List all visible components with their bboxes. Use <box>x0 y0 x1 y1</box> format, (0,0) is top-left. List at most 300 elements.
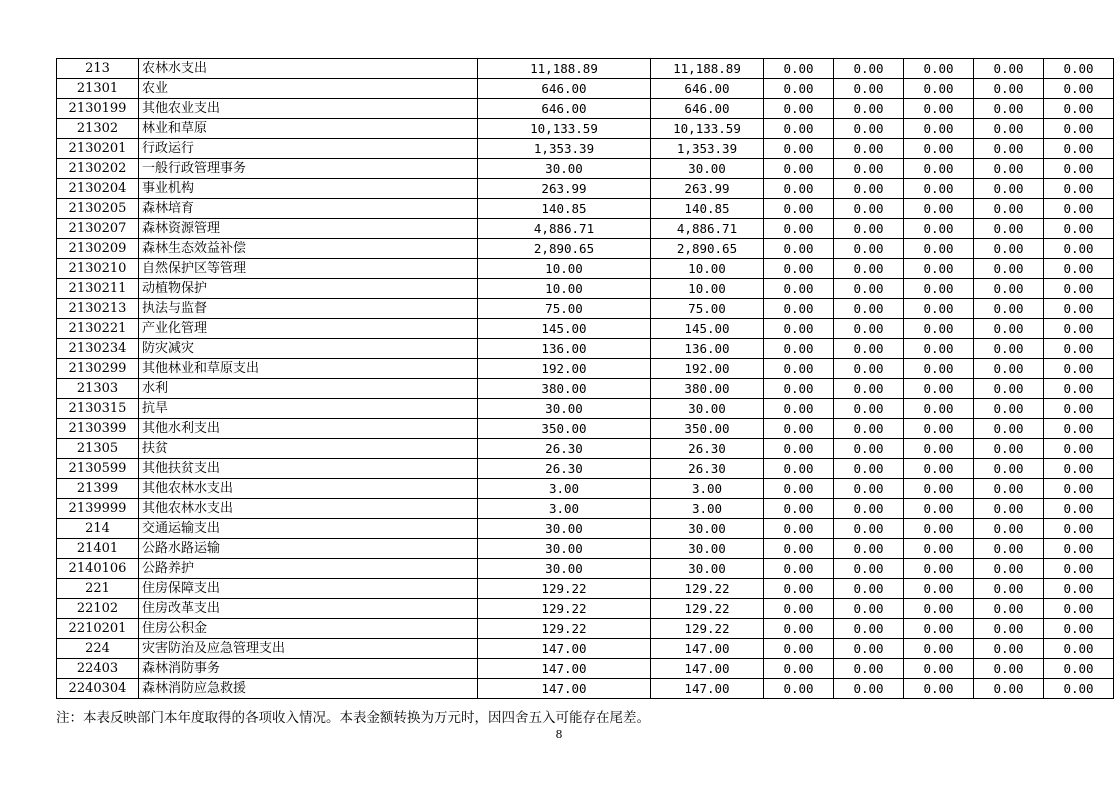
cell-total: 30.00 <box>478 519 651 539</box>
cell-total: 30.00 <box>478 539 651 559</box>
cell-col4: 0.00 <box>834 639 904 659</box>
cell-name: 农业 <box>139 79 478 99</box>
cell-col7: 0.00 <box>1044 59 1114 79</box>
cell-col5: 0.00 <box>904 319 974 339</box>
table-row <box>57 139 1114 159</box>
cell-col4: 0.00 <box>834 79 904 99</box>
cell-col5: 0.00 <box>904 379 974 399</box>
cell-general-budget: 2,890.65 <box>651 239 764 259</box>
cell-name: 水利 <box>139 379 478 399</box>
cell-name: 抗旱 <box>139 399 478 419</box>
cell-col6: 0.00 <box>974 159 1044 179</box>
cell-col4: 0.00 <box>834 379 904 399</box>
cell-general-budget: 11,188.89 <box>651 59 764 79</box>
cell-general-budget: 4,886.71 <box>651 219 764 239</box>
cell-total: 129.22 <box>478 619 651 639</box>
cell-col5: 0.00 <box>904 399 974 419</box>
cell-code: 2130205 <box>57 199 139 219</box>
cell-total: 136.00 <box>478 339 651 359</box>
cell-col4: 0.00 <box>834 319 904 339</box>
cell-name: 住房公积金 <box>139 619 478 639</box>
table-row <box>57 399 1114 419</box>
cell-col6: 0.00 <box>974 199 1044 219</box>
cell-col7: 0.00 <box>1044 359 1114 379</box>
cell-general-budget: 30.00 <box>651 559 764 579</box>
cell-general-budget: 30.00 <box>651 539 764 559</box>
cell-col7: 0.00 <box>1044 679 1114 699</box>
cell-col5: 0.00 <box>904 659 974 679</box>
cell-col7: 0.00 <box>1044 519 1114 539</box>
cell-col4: 0.00 <box>834 419 904 439</box>
cell-col5: 0.00 <box>904 359 974 379</box>
table-row <box>57 439 1114 459</box>
cell-col3: 0.00 <box>764 439 834 459</box>
cell-code: 2130210 <box>57 259 139 279</box>
cell-col5: 0.00 <box>904 679 974 699</box>
cell-col6: 0.00 <box>974 579 1044 599</box>
cell-col5: 0.00 <box>904 599 974 619</box>
cell-col5: 0.00 <box>904 279 974 299</box>
cell-general-budget: 30.00 <box>651 519 764 539</box>
cell-col6: 0.00 <box>974 499 1044 519</box>
cell-total: 4,886.71 <box>478 219 651 239</box>
cell-general-budget: 136.00 <box>651 339 764 359</box>
cell-code: 2130199 <box>57 99 139 119</box>
cell-col3: 0.00 <box>764 579 834 599</box>
cell-col4: 0.00 <box>834 239 904 259</box>
cell-col6: 0.00 <box>974 399 1044 419</box>
cell-col6: 0.00 <box>974 299 1044 319</box>
cell-col3: 0.00 <box>764 159 834 179</box>
cell-col3: 0.00 <box>764 539 834 559</box>
cell-code: 2130299 <box>57 359 139 379</box>
cell-code: 2130201 <box>57 139 139 159</box>
cell-col7: 0.00 <box>1044 399 1114 419</box>
cell-col6: 0.00 <box>974 519 1044 539</box>
cell-col4: 0.00 <box>834 219 904 239</box>
cell-col7: 0.00 <box>1044 479 1114 499</box>
table-row <box>57 239 1114 259</box>
cell-col4: 0.00 <box>834 479 904 499</box>
cell-col3: 0.00 <box>764 339 834 359</box>
cell-col5: 0.00 <box>904 619 974 639</box>
cell-col6: 0.00 <box>974 259 1044 279</box>
cell-col5: 0.00 <box>904 179 974 199</box>
cell-name: 灾害防治及应急管理支出 <box>139 639 478 659</box>
table-row <box>57 179 1114 199</box>
cell-total: 75.00 <box>478 299 651 319</box>
cell-col4: 0.00 <box>834 659 904 679</box>
cell-col7: 0.00 <box>1044 539 1114 559</box>
cell-col3: 0.00 <box>764 219 834 239</box>
cell-col4: 0.00 <box>834 439 904 459</box>
cell-col4: 0.00 <box>834 339 904 359</box>
cell-code: 21305 <box>57 439 139 459</box>
cell-general-budget: 3.00 <box>651 479 764 499</box>
cell-col4: 0.00 <box>834 99 904 119</box>
cell-col3: 0.00 <box>764 399 834 419</box>
cell-col7: 0.00 <box>1044 139 1114 159</box>
cell-col6: 0.00 <box>974 119 1044 139</box>
cell-col6: 0.00 <box>974 539 1044 559</box>
cell-code: 2130599 <box>57 459 139 479</box>
cell-general-budget: 30.00 <box>651 399 764 419</box>
cell-code: 221 <box>57 579 139 599</box>
cell-col3: 0.00 <box>764 419 834 439</box>
cell-total: 2,890.65 <box>478 239 651 259</box>
cell-col4: 0.00 <box>834 139 904 159</box>
cell-col4: 0.00 <box>834 359 904 379</box>
cell-general-budget: 147.00 <box>651 679 764 699</box>
cell-col4: 0.00 <box>834 459 904 479</box>
cell-col3: 0.00 <box>764 199 834 219</box>
cell-col4: 0.00 <box>834 179 904 199</box>
cell-col5: 0.00 <box>904 239 974 259</box>
cell-col5: 0.00 <box>904 459 974 479</box>
cell-col6: 0.00 <box>974 59 1044 79</box>
cell-col4: 0.00 <box>834 559 904 579</box>
cell-name: 产业化管理 <box>139 319 478 339</box>
cell-col7: 0.00 <box>1044 239 1114 259</box>
cell-total: 26.30 <box>478 439 651 459</box>
cell-total: 646.00 <box>478 99 651 119</box>
cell-col4: 0.00 <box>834 299 904 319</box>
cell-col7: 0.00 <box>1044 259 1114 279</box>
cell-code: 2240304 <box>57 679 139 699</box>
cell-code: 2130213 <box>57 299 139 319</box>
cell-name: 农林水支出 <box>139 59 478 79</box>
cell-col6: 0.00 <box>974 99 1044 119</box>
cell-general-budget: 140.85 <box>651 199 764 219</box>
cell-total: 1,353.39 <box>478 139 651 159</box>
cell-col7: 0.00 <box>1044 639 1114 659</box>
cell-name: 公路水路运输 <box>139 539 478 559</box>
cell-name: 动植物保护 <box>139 279 478 299</box>
table-row <box>57 639 1114 659</box>
cell-total: 129.22 <box>478 599 651 619</box>
cell-col4: 0.00 <box>834 519 904 539</box>
cell-col4: 0.00 <box>834 199 904 219</box>
cell-col7: 0.00 <box>1044 299 1114 319</box>
cell-col7: 0.00 <box>1044 179 1114 199</box>
cell-col7: 0.00 <box>1044 379 1114 399</box>
cell-col5: 0.00 <box>904 59 974 79</box>
cell-general-budget: 380.00 <box>651 379 764 399</box>
cell-col5: 0.00 <box>904 419 974 439</box>
cell-col4: 0.00 <box>834 119 904 139</box>
cell-col3: 0.00 <box>764 79 834 99</box>
cell-col7: 0.00 <box>1044 459 1114 479</box>
cell-code: 2130221 <box>57 319 139 339</box>
table-row <box>57 659 1114 679</box>
cell-col7: 0.00 <box>1044 419 1114 439</box>
cell-col5: 0.00 <box>904 139 974 159</box>
cell-name: 交通运输支出 <box>139 519 478 539</box>
cell-col6: 0.00 <box>974 139 1044 159</box>
cell-code: 2130399 <box>57 419 139 439</box>
cell-code: 22102 <box>57 599 139 619</box>
cell-col3: 0.00 <box>764 319 834 339</box>
cell-col7: 0.00 <box>1044 619 1114 639</box>
table-row <box>57 219 1114 239</box>
budget-table <box>56 58 1114 699</box>
cell-general-budget: 10.00 <box>651 259 764 279</box>
cell-col5: 0.00 <box>904 99 974 119</box>
cell-col7: 0.00 <box>1044 199 1114 219</box>
cell-col3: 0.00 <box>764 239 834 259</box>
cell-general-budget: 646.00 <box>651 79 764 99</box>
cell-total: 10.00 <box>478 259 651 279</box>
cell-col3: 0.00 <box>764 179 834 199</box>
cell-col7: 0.00 <box>1044 279 1114 299</box>
cell-col7: 0.00 <box>1044 439 1114 459</box>
cell-col3: 0.00 <box>764 279 834 299</box>
cell-code: 2139999 <box>57 499 139 519</box>
cell-code: 2130202 <box>57 159 139 179</box>
cell-col7: 0.00 <box>1044 499 1114 519</box>
cell-general-budget: 26.30 <box>651 439 764 459</box>
cell-name: 其他农业支出 <box>139 99 478 119</box>
cell-col5: 0.00 <box>904 439 974 459</box>
table-row <box>57 359 1114 379</box>
cell-col5: 0.00 <box>904 479 974 499</box>
table-row <box>57 459 1114 479</box>
table-row <box>57 599 1114 619</box>
cell-col3: 0.00 <box>764 379 834 399</box>
cell-total: 129.22 <box>478 579 651 599</box>
cell-general-budget: 1,353.39 <box>651 139 764 159</box>
cell-col5: 0.00 <box>904 339 974 359</box>
cell-general-budget: 147.00 <box>651 659 764 679</box>
cell-col6: 0.00 <box>974 339 1044 359</box>
cell-code: 2130234 <box>57 339 139 359</box>
cell-col3: 0.00 <box>764 259 834 279</box>
cell-col5: 0.00 <box>904 119 974 139</box>
cell-total: 145.00 <box>478 319 651 339</box>
cell-col7: 0.00 <box>1044 219 1114 239</box>
cell-name: 其他扶贫支出 <box>139 459 478 479</box>
cell-total: 3.00 <box>478 499 651 519</box>
cell-total: 10.00 <box>478 279 651 299</box>
cell-col3: 0.00 <box>764 659 834 679</box>
cell-col3: 0.00 <box>764 599 834 619</box>
cell-col3: 0.00 <box>764 619 834 639</box>
cell-general-budget: 646.00 <box>651 99 764 119</box>
cell-col3: 0.00 <box>764 119 834 139</box>
cell-total: 147.00 <box>478 659 651 679</box>
cell-name: 森林消防事务 <box>139 659 478 679</box>
cell-general-budget: 129.22 <box>651 619 764 639</box>
cell-col6: 0.00 <box>974 619 1044 639</box>
cell-col7: 0.00 <box>1044 579 1114 599</box>
cell-name: 公路养护 <box>139 559 478 579</box>
cell-name: 住房保障支出 <box>139 579 478 599</box>
cell-name: 一般行政管理事务 <box>139 159 478 179</box>
cell-total: 192.00 <box>478 359 651 379</box>
cell-col5: 0.00 <box>904 499 974 519</box>
cell-col3: 0.00 <box>764 99 834 119</box>
cell-col3: 0.00 <box>764 479 834 499</box>
cell-col3: 0.00 <box>764 639 834 659</box>
cell-col7: 0.00 <box>1044 159 1114 179</box>
cell-name: 住房改革支出 <box>139 599 478 619</box>
cell-code: 2130211 <box>57 279 139 299</box>
cell-col7: 0.00 <box>1044 119 1114 139</box>
cell-name: 自然保护区等管理 <box>139 259 478 279</box>
cell-name: 扶贫 <box>139 439 478 459</box>
table-footnote: 注：本表反映部门本年度取得的各项收入情况。本表金额转换为万元时，因四舍五入可能存在尾差。 <box>56 710 650 726</box>
table-row <box>57 499 1114 519</box>
cell-col6: 0.00 <box>974 219 1044 239</box>
cell-col6: 0.00 <box>974 679 1044 699</box>
cell-col5: 0.00 <box>904 519 974 539</box>
cell-col7: 0.00 <box>1044 599 1114 619</box>
cell-code: 2130207 <box>57 219 139 239</box>
cell-code: 2210201 <box>57 619 139 639</box>
cell-total: 147.00 <box>478 639 651 659</box>
cell-name: 执法与监督 <box>139 299 478 319</box>
cell-col5: 0.00 <box>904 579 974 599</box>
cell-col6: 0.00 <box>974 79 1044 99</box>
table-row <box>57 539 1114 559</box>
table-row <box>57 579 1114 599</box>
cell-general-budget: 350.00 <box>651 419 764 439</box>
cell-general-budget: 147.00 <box>651 639 764 659</box>
cell-general-budget: 145.00 <box>651 319 764 339</box>
table-row <box>57 99 1114 119</box>
cell-col4: 0.00 <box>834 159 904 179</box>
cell-col6: 0.00 <box>974 639 1044 659</box>
cell-col6: 0.00 <box>974 239 1044 259</box>
cell-col7: 0.00 <box>1044 99 1114 119</box>
table-row <box>57 679 1114 699</box>
table-row <box>57 59 1114 79</box>
cell-col6: 0.00 <box>974 319 1044 339</box>
cell-col5: 0.00 <box>904 259 974 279</box>
cell-col4: 0.00 <box>834 539 904 559</box>
cell-col6: 0.00 <box>974 459 1044 479</box>
cell-col3: 0.00 <box>764 519 834 539</box>
table-row <box>57 79 1114 99</box>
cell-col5: 0.00 <box>904 539 974 559</box>
cell-total: 10,133.59 <box>478 119 651 139</box>
cell-name: 事业机构 <box>139 179 478 199</box>
table-row <box>57 339 1114 359</box>
cell-code: 2130204 <box>57 179 139 199</box>
cell-code: 2130209 <box>57 239 139 259</box>
cell-general-budget: 129.22 <box>651 599 764 619</box>
cell-name: 森林培育 <box>139 199 478 219</box>
cell-general-budget: 10.00 <box>651 279 764 299</box>
table-row <box>57 619 1114 639</box>
cell-col3: 0.00 <box>764 359 834 379</box>
cell-col7: 0.00 <box>1044 79 1114 99</box>
cell-general-budget: 75.00 <box>651 299 764 319</box>
cell-col5: 0.00 <box>904 299 974 319</box>
cell-name: 行政运行 <box>139 139 478 159</box>
cell-code: 213 <box>57 59 139 79</box>
cell-general-budget: 30.00 <box>651 159 764 179</box>
cell-total: 646.00 <box>478 79 651 99</box>
cell-total: 147.00 <box>478 679 651 699</box>
cell-general-budget: 263.99 <box>651 179 764 199</box>
cell-col3: 0.00 <box>764 459 834 479</box>
cell-col6: 0.00 <box>974 359 1044 379</box>
cell-code: 22403 <box>57 659 139 679</box>
cell-total: 30.00 <box>478 159 651 179</box>
cell-code: 21303 <box>57 379 139 399</box>
cell-name: 林业和草原 <box>139 119 478 139</box>
cell-col7: 0.00 <box>1044 559 1114 579</box>
cell-total: 30.00 <box>478 399 651 419</box>
cell-code: 2140106 <box>57 559 139 579</box>
cell-code: 21302 <box>57 119 139 139</box>
cell-col3: 0.00 <box>764 299 834 319</box>
cell-total: 3.00 <box>478 479 651 499</box>
cell-total: 11,188.89 <box>478 59 651 79</box>
cell-col7: 0.00 <box>1044 659 1114 679</box>
cell-col4: 0.00 <box>834 279 904 299</box>
cell-col5: 0.00 <box>904 219 974 239</box>
table-row <box>57 519 1114 539</box>
table-row <box>57 479 1114 499</box>
cell-total: 140.85 <box>478 199 651 219</box>
table-row <box>57 279 1114 299</box>
cell-col3: 0.00 <box>764 559 834 579</box>
cell-col6: 0.00 <box>974 279 1044 299</box>
cell-col6: 0.00 <box>974 659 1044 679</box>
cell-col4: 0.00 <box>834 599 904 619</box>
table-row <box>57 159 1114 179</box>
cell-code: 224 <box>57 639 139 659</box>
cell-total: 26.30 <box>478 459 651 479</box>
cell-col6: 0.00 <box>974 379 1044 399</box>
cell-name: 防灾减灾 <box>139 339 478 359</box>
cell-total: 263.99 <box>478 179 651 199</box>
cell-col4: 0.00 <box>834 579 904 599</box>
cell-col7: 0.00 <box>1044 339 1114 359</box>
cell-code: 21401 <box>57 539 139 559</box>
cell-col3: 0.00 <box>764 499 834 519</box>
cell-name: 其他农林水支出 <box>139 479 478 499</box>
cell-name: 其他农林水支出 <box>139 499 478 519</box>
cell-col4: 0.00 <box>834 679 904 699</box>
cell-general-budget: 3.00 <box>651 499 764 519</box>
cell-col5: 0.00 <box>904 559 974 579</box>
cell-total: 30.00 <box>478 559 651 579</box>
cell-total: 350.00 <box>478 419 651 439</box>
cell-col6: 0.00 <box>974 559 1044 579</box>
cell-col4: 0.00 <box>834 499 904 519</box>
cell-col6: 0.00 <box>974 479 1044 499</box>
cell-name: 森林资源管理 <box>139 219 478 239</box>
cell-col6: 0.00 <box>974 419 1044 439</box>
cell-code: 2130315 <box>57 399 139 419</box>
page-number: 8 <box>555 728 563 741</box>
table-row <box>57 379 1114 399</box>
cell-col5: 0.00 <box>904 159 974 179</box>
cell-col6: 0.00 <box>974 439 1044 459</box>
cell-col6: 0.00 <box>974 599 1044 619</box>
cell-col4: 0.00 <box>834 259 904 279</box>
cell-code: 214 <box>57 519 139 539</box>
cell-name: 森林生态效益补偿 <box>139 239 478 259</box>
table-row <box>57 119 1114 139</box>
table-row <box>57 319 1114 339</box>
cell-general-budget: 26.30 <box>651 459 764 479</box>
table-row <box>57 419 1114 439</box>
cell-col3: 0.00 <box>764 679 834 699</box>
